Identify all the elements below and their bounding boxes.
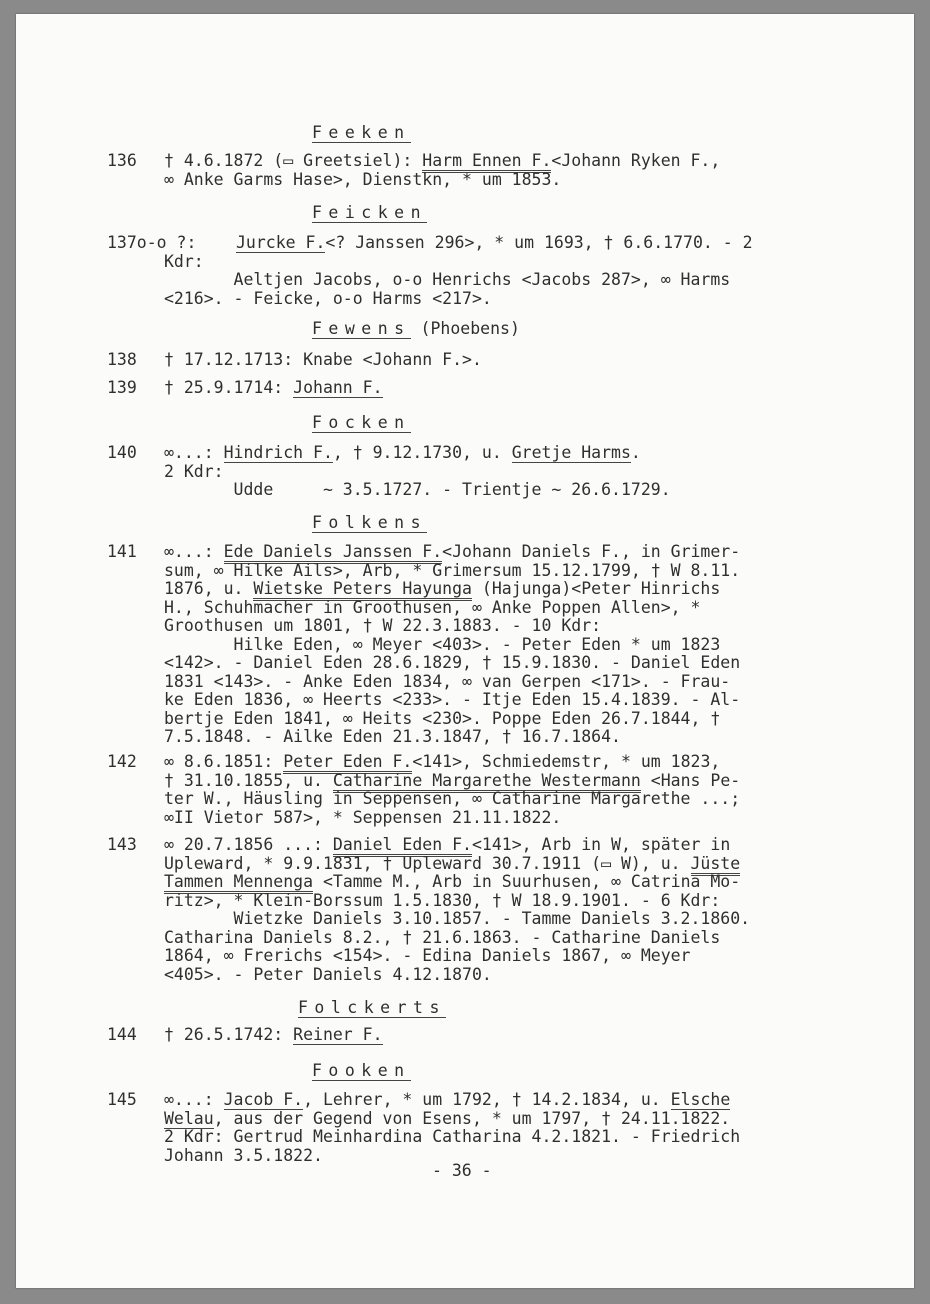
underlined-name: Ede Daniels Janssen F. — [224, 542, 443, 564]
entry-line — [164, 892, 720, 911]
surname-heading — [312, 204, 427, 223]
surname-heading — [312, 514, 427, 533]
entry-line — [164, 1026, 383, 1045]
underlined-name: Jurcke F. — [236, 233, 326, 252]
underlined-name: Jüste — [691, 854, 741, 876]
entry-number: 142 — [107, 752, 137, 771]
entry-text: Catharina Daniels 8.2., † 21.6.1863. - Catharine Daniels — [164, 927, 721, 947]
entry-text: <216>. - Feicke, o-o Harms <217>. — [164, 288, 492, 308]
entry-text: 1864, ∞ Frerichs <154>. - Edina Daniels 1867, ∞ Meyer — [164, 946, 691, 965]
underlined-name: Reiner F. — [293, 1025, 383, 1044]
entry-line — [164, 753, 720, 772]
entry-number: 140 — [107, 443, 137, 462]
entry-text: bertje Eden 1841, ∞ Heits <230>. Poppe Eden 26.7.1844, † — [164, 708, 721, 728]
entry-line — [164, 910, 750, 929]
document-page — [16, 14, 914, 1288]
entry-text: <142>. - Daniel Eden 28.6.1829, † 15.9.1830. - Daniel Eden — [164, 653, 741, 672]
underlined-name: Catharine Margarethe Westermann — [333, 771, 641, 793]
entry-number: 143 — [107, 835, 137, 854]
surname-heading-text: Folkens — [312, 513, 428, 532]
entry-line — [164, 929, 720, 948]
entry-text: † 17.12.1713: Knabe <Johann F.>. — [164, 350, 482, 369]
entry-text: ∞ Anke Garms Hase>, Dienstkn, * um 1853. — [164, 169, 562, 189]
typed-genealogy-text — [16, 14, 914, 1288]
entry-line — [164, 1128, 740, 1147]
underlined-name: Johann F. — [293, 378, 383, 397]
surname-heading-text: Feicken — [312, 203, 428, 222]
underlined-name: Harm Ennen F. — [422, 151, 551, 173]
entry-line — [164, 543, 740, 562]
underlined-name: Welau — [164, 1108, 214, 1128]
entry-line — [164, 290, 492, 309]
entry-text: <405>. - Peter Daniels 4.12.1870. — [164, 964, 492, 984]
surname-variant: (Phoebens) — [410, 319, 520, 338]
entry-text: ∞II Vietor 587>, * Seppensen 21.11.1822. — [164, 807, 562, 827]
entry-text: Wietzke Daniels 3.10.1857. - Tamme Daniels 3.2.1860. — [164, 909, 751, 928]
underlined-name: Tammen Mennenga — [164, 872, 313, 894]
entry-text: Upleward, * 9.9.1831, † Upleward 30.7.1911 (▭ W), u. — [164, 853, 691, 873]
entry-text: ∞...: — [164, 443, 224, 462]
entry-line — [164, 152, 720, 171]
entry-text: <? Janssen 296>, * um 1693, † 6.6.1770. - 2 — [325, 233, 753, 252]
entry-line — [164, 1110, 730, 1129]
entry-line — [164, 1147, 323, 1166]
entry-number: 141 — [107, 542, 137, 561]
entry-line — [164, 947, 691, 966]
entry-line — [164, 728, 621, 747]
surname-heading — [312, 414, 411, 433]
entry-text: † 26.5.1742: — [164, 1025, 294, 1044]
entry-text: Hilke Eden, ∞ Meyer <403>. - Peter Eden * um 1823 — [164, 634, 721, 654]
underlined-name: Hindrich F. — [223, 443, 333, 462]
entry-line — [164, 855, 740, 874]
entry-text: <141>, Arb in W, später in — [471, 835, 731, 854]
underlined-name: Jacob F. — [223, 1090, 304, 1109]
entry-text: ritz>, * Klein-Borssum 1.5.1830, † W 18.9.1901. - 6 Kdr: — [164, 890, 721, 910]
entry-text: sum, ∞ Hilke Ails>, Arb, * Grimersum 15.12.1799, † W 8.11. — [164, 560, 741, 580]
surname-heading — [312, 1062, 411, 1081]
entry-text: Johann 3.5.1822. — [164, 1145, 323, 1165]
entry-line — [164, 673, 730, 692]
entry-line — [164, 710, 720, 729]
entry-text: 7.5.1848. - Ailke Eden 21.3.1847, † 16.7.1864. — [164, 727, 621, 746]
entry-text: 2 Kdr: Gertrud Meinhardina Catharina 4.2.1821. - Friedrich — [164, 1127, 741, 1146]
entry-line — [164, 836, 730, 855]
entry-text: <Tamme M., Arb in Suurhusen, ∞ Catrina Mo- — [313, 872, 741, 891]
entry-line — [164, 966, 492, 985]
entry-text: ∞...: — [164, 542, 224, 561]
entry-text: † 25.9.1714: — [164, 378, 294, 397]
entry-number: 139 — [107, 378, 137, 397]
entry-text: ∞...: — [164, 1090, 224, 1109]
entry-line — [164, 691, 740, 710]
entry-line — [164, 481, 671, 500]
entry-text: † 31.10.1855, u. — [164, 770, 333, 790]
entry-text: ∞ 8.6.1851: — [164, 752, 284, 771]
entry-line — [164, 873, 740, 892]
entry-text: , aus der Gegend von Esens, * um 1797, † 24.11.1822. — [213, 1108, 731, 1128]
entry-line — [164, 772, 740, 791]
surname-heading — [312, 124, 411, 143]
entry-line — [236, 234, 753, 253]
entry-line — [164, 463, 224, 482]
entry-line — [164, 171, 561, 190]
entry-line — [164, 1091, 730, 1110]
entry-number: 138 — [107, 350, 137, 369]
entry-text: <141>, Schmiedemstr, * um 1823, — [412, 752, 721, 771]
entry-text: <Johann Ryken F., — [551, 151, 721, 170]
entry-line — [164, 253, 204, 272]
surname-heading — [298, 999, 446, 1018]
entry-line — [164, 809, 561, 828]
entry-line — [164, 636, 720, 655]
entry-line — [164, 580, 720, 599]
entry-text: ter W., Häusling in Seppensen, ∞ Catharine Margarethe ...; — [164, 789, 741, 808]
surname-heading — [312, 320, 520, 339]
entry-number: 137o-o ?: — [107, 233, 197, 252]
entry-line — [164, 379, 383, 398]
entry-line — [164, 351, 482, 370]
entry-text: Aeltjen Jacobs, o-o Henrichs <Jacobs 287>, ∞ Harms — [164, 270, 731, 289]
surname-heading-text: Fooken — [312, 1061, 411, 1080]
entry-line — [164, 617, 601, 636]
entry-line — [164, 599, 700, 618]
surname-heading-text: Feeken — [312, 123, 411, 142]
entry-text: <Hans Pe- — [640, 770, 741, 790]
underlined-name: Peter Eden F. — [283, 752, 412, 774]
entry-line — [164, 654, 740, 673]
surname-heading-text: Focken — [312, 413, 411, 432]
entry-line — [164, 271, 730, 290]
entry-number: 144 — [107, 1025, 137, 1044]
entry-number: 145 — [107, 1090, 137, 1109]
underlined-name: Daniel Eden F. — [333, 835, 472, 857]
entry-text: Kdr: — [164, 251, 204, 271]
entry-text: 1831 <143>. - Anke Eden 1834, ∞ van Gerpen <171>. - Frau- — [164, 671, 731, 691]
entry-text: ke Eden 1836, ∞ Heerts <233>. - Itje Eden 15.4.1839. - Al- — [164, 690, 741, 709]
page-number: - 36 - — [432, 1161, 492, 1180]
entry-text: ∞ 20.7.1856 ...: — [164, 835, 333, 854]
entry-text: , † 9.12.1730, u. — [332, 443, 512, 462]
entry-text: † 4.6.1872 (▭ Greetsiel): — [164, 151, 423, 170]
entry-line — [164, 444, 641, 463]
entry-text: , Lehrer, * um 1792, † 14.2.1834, u. — [303, 1090, 671, 1109]
entry-line — [164, 790, 740, 809]
entry-line — [164, 562, 740, 581]
entry-text: 2 Kdr: — [164, 461, 224, 481]
underlined-name: Wietske Peters Hayunga — [253, 579, 472, 601]
entry-text: 1876, u. — [164, 579, 254, 598]
entry-text: Groothusen um 1801, † W 22.3.1883. - 10 Kdr: — [164, 616, 602, 635]
entry-text: . — [630, 443, 641, 462]
entry-text: Udde ~ 3.5.1727. - Trientje ~ 26.6.1729. — [164, 480, 671, 499]
underlined-name: Elsche — [670, 1090, 731, 1109]
entry-text: (Hajunga)<Peter Hinrichs — [471, 579, 721, 598]
entry-text: H., Schuhmacher in Groothusen, ∞ Anke Poppen Allen>, * — [164, 597, 701, 617]
surname-heading-text: Folckerts — [298, 998, 446, 1017]
underlined-name: Gretje Harms — [511, 443, 631, 462]
entry-text: <Johann Daniels F., in Grimer- — [442, 542, 741, 561]
surname-heading-text: Fewens — [312, 319, 411, 338]
entry-number: 136 — [107, 151, 137, 170]
